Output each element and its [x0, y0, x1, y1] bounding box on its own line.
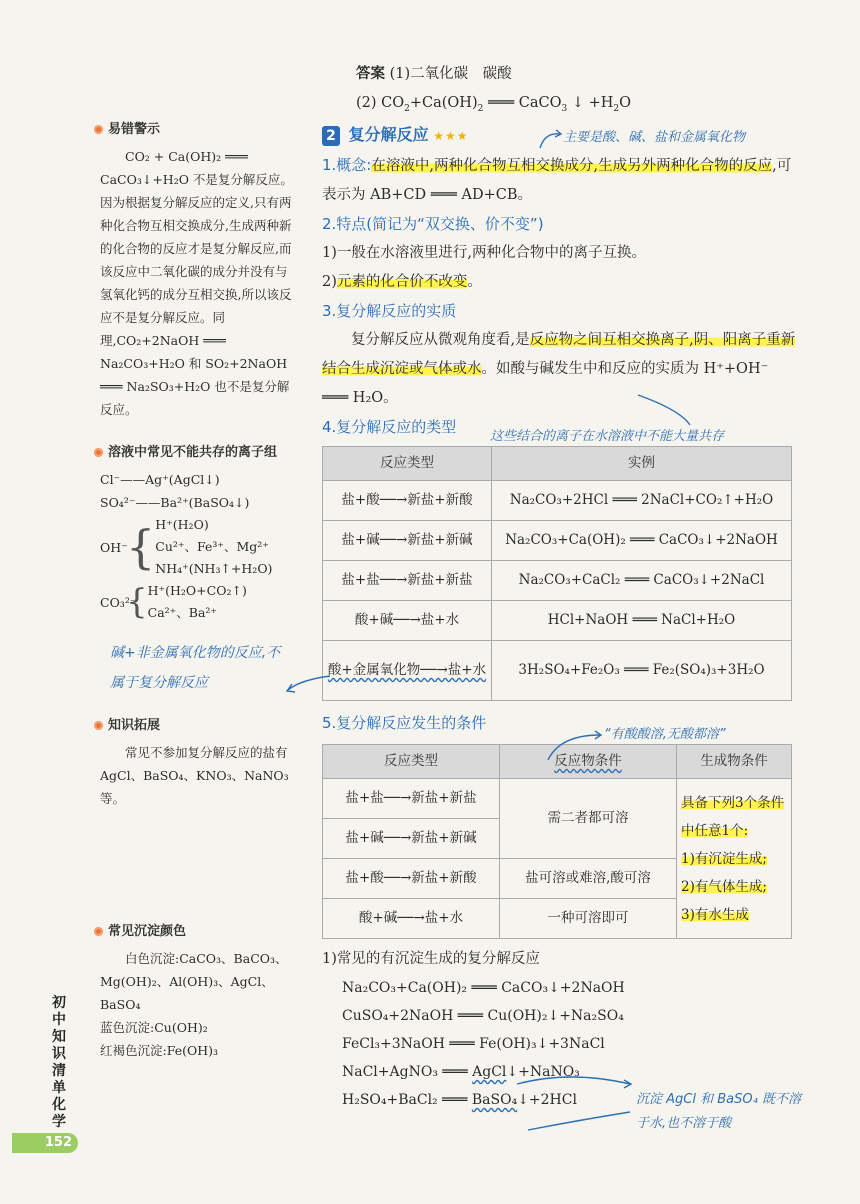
answer-label: 答案	[356, 66, 385, 82]
product-conditions-cell: 具备下列3个条件中任意1个: 1)有沉淀生成; 2)有气体生成; 3)有水生成	[677, 779, 792, 939]
section-title: 复分解反应	[348, 125, 429, 144]
conditions-title: 5.复分解反应发生的条件	[322, 714, 487, 732]
handwritten-note-conditions: “有酸酸溶,无酸都溶”	[604, 727, 726, 742]
types-title: 4.复分解反应的类型	[322, 418, 457, 436]
equation: FeCl₃+3NaOH ═══ Fe(OH)₃↓+3NaCl	[342, 1036, 605, 1052]
knowledge-extension-text: 常见不参加复分解反应的盐有 AgCl、BaSO₄、KNO₃、NaNO₃ 等。	[100, 745, 289, 806]
co3-item: Ca²⁺、Ba²⁺	[147, 605, 218, 620]
spine-title: 初中知识清单 化学	[52, 995, 66, 1130]
table-cell: HCl+NaOH ═══ NaCl+H₂O	[492, 601, 792, 641]
equation: CuSO₄+2NaOH ═══ Cu(OH)₂↓+Na₂SO₄	[342, 1008, 624, 1024]
table-header: 实例	[492, 447, 792, 481]
oh-item: NH₄⁺(NH₃↑+H₂O)	[155, 561, 273, 576]
table-header: 反应物条件	[500, 745, 677, 779]
precip-title: 1)常见的有沉淀生成的复分解反应	[322, 951, 540, 967]
handwritten-note-sidebar: 碱+非金属氧化物的反应,不属于复分解反应	[110, 645, 281, 691]
equation: H₂SO₄+BaCl₂ ═══ BaSO₄↓+2HCl	[342, 1092, 577, 1108]
table-cell: 盐可溶或难溶,酸可溶	[500, 859, 677, 899]
color-line: 蓝色沉淀:Cu(OH)₂	[100, 1020, 208, 1035]
oh-item: H⁺(H₂O)	[155, 517, 209, 532]
error-warning-text: CO₂ + Ca(OH)₂ ═══ CaCO₃↓+H₂O 不是复分解反应。因为根据复分解反应的定义,只有两种化合物互相交换成分,生成两种新的化合物的反应才是复分解反应,而该反应中二氧化碳的成分并没有与氢氧化钙的成分互相交换,所以该反应不是复分解反应。同理,CO₂+2NaOH ═══ Na₂CO₃+H₂O 和 SO₂+2NaOH ═══ Na₂SO₃+H₂O 也不是复分解反应。	[100, 149, 293, 417]
feature-item-2: 2)元素的化合价不改变。	[322, 274, 482, 290]
ion-group-title: 溶液中常见不能共存的离子组	[108, 445, 278, 460]
table-cell: Na₂CO₃+CaCl₂ ═══ CaCO₃↓+2NaCl	[492, 561, 792, 601]
table-cell: 酸+金属氧化物──→盐+水	[323, 641, 492, 701]
table-header: 反应类型	[323, 447, 492, 481]
handwritten-note-precip: 沉淀 AgCl 和 BaSO₄ 既不溶于水,也不溶于酸	[636, 1092, 801, 1131]
co3-label: CO₃²⁻	[100, 594, 137, 610]
feature-item-1: 1)一般在水溶液里进行,两种化合物中的离子互换。	[322, 245, 646, 261]
page-number: 152	[12, 1133, 78, 1153]
table-cell: 盐+盐──→新盐+新盐	[323, 779, 500, 819]
table-cell: 盐+酸──→新盐+新酸	[323, 859, 500, 899]
table-cell: 盐+碱──→新盐+新碱	[323, 819, 500, 859]
concept-label: 1.概念:	[322, 156, 372, 174]
table-header: 生成物条件	[677, 745, 792, 779]
ion-line-2: SO₄²⁻——Ba²⁺(BaSO₄↓)	[100, 495, 250, 510]
error-warning-title: 易错警示	[108, 122, 161, 137]
precipitate-color-title: 常见沉淀颜色	[108, 924, 187, 939]
oh-label: OH⁻	[100, 539, 128, 555]
handwritten-note-section: 主要是酸、碱、盐和金属氧化物	[563, 130, 746, 145]
table-cell: 盐+碱──→新盐+新碱	[323, 521, 492, 561]
handwritten-note-types: 这些结合的离子在水溶液中不能大量共存	[490, 429, 725, 444]
section-number: 2	[322, 126, 340, 146]
table-cell: 盐+酸──→新盐+新酸	[323, 481, 492, 521]
table-cell: 需二者都可溶	[500, 779, 677, 859]
ion-line-1: Cl⁻——Ag⁺(AgCl↓)	[100, 472, 220, 487]
feature-title: 2.特点(简记为“双交换、价不变”)	[322, 215, 544, 233]
color-line: 红褐色沉淀:Fe(OH)₃	[100, 1043, 219, 1058]
table-header: 反应类型	[323, 745, 500, 779]
concept-rest: ,可表示为 AB+CD ═══ AD+CB。	[322, 158, 792, 203]
table-cell: 酸+碱──→盐+水	[323, 601, 492, 641]
feature-highlight: 元素的化合价不改变	[336, 274, 468, 290]
essence-highlight: 反应物之间互相交换离子,阴、阳离子重新结合生成沉淀或气体或水	[322, 332, 796, 377]
equation: NaCl+AgNO₃ ═══ AgCl↓+NaNO₃	[342, 1064, 580, 1080]
table-cell: 盐+盐──→新盐+新盐	[323, 561, 492, 601]
table-cell: Na₂CO₃+2HCl ═══ 2NaCl+CO₂↑+H₂O	[492, 481, 792, 521]
table-cell: Na₂CO₃+Ca(OH)₂ ═══ CaCO₃↓+2NaOH	[492, 521, 792, 561]
equation: Na₂CO₃+Ca(OH)₂ ═══ CaCO₃↓+2NaOH	[342, 980, 625, 996]
table-cell: 3H₂SO₄+Fe₂O₃ ═══ Fe₂(SO₄)₃+3H₂O	[492, 641, 792, 701]
oh-item: Cu²⁺、Fe³⁺、Mg²⁺	[155, 539, 269, 554]
star-rating-icon: ★★★	[433, 129, 469, 143]
answer-text-1: (1)二氧化碳 碳酸	[389, 66, 512, 82]
co3-item: H⁺(H₂O+CO₂↑)	[147, 583, 247, 598]
answer-line-2: (2) $CO_2+Ca(OH)_2$ ═══ CaCO$_3$ ↓ $+H_2O$	[356, 95, 632, 114]
table-cell: 酸+碱──→盐+水	[323, 899, 500, 939]
brace-icon: {	[126, 520, 156, 574]
essence-title: 3.复分解反应的实质	[322, 302, 457, 320]
concept-highlight: 在溶液中,两种化合物互相交换成分,生成另外两种化合物的反应	[371, 158, 773, 174]
essence-paragraph: 复分解反应从微观角度看,是反应物之间互相交换离子,阴、阳离子重新结合生成沉淀或气体或水。如酸与碱发生中和反应的实质为 H⁺+OH⁻ ═══ H₂O。	[322, 332, 796, 406]
knowledge-extension-title: 知识拓展	[108, 718, 161, 733]
color-line: 白色沉淀:CaCO₃、BaCO₃、Mg(OH)₂、Al(OH)₃、AgCl、BaSO₄	[100, 951, 288, 1012]
table-cell: 一种可溶即可	[500, 899, 677, 939]
brace-icon: {	[126, 582, 148, 622]
